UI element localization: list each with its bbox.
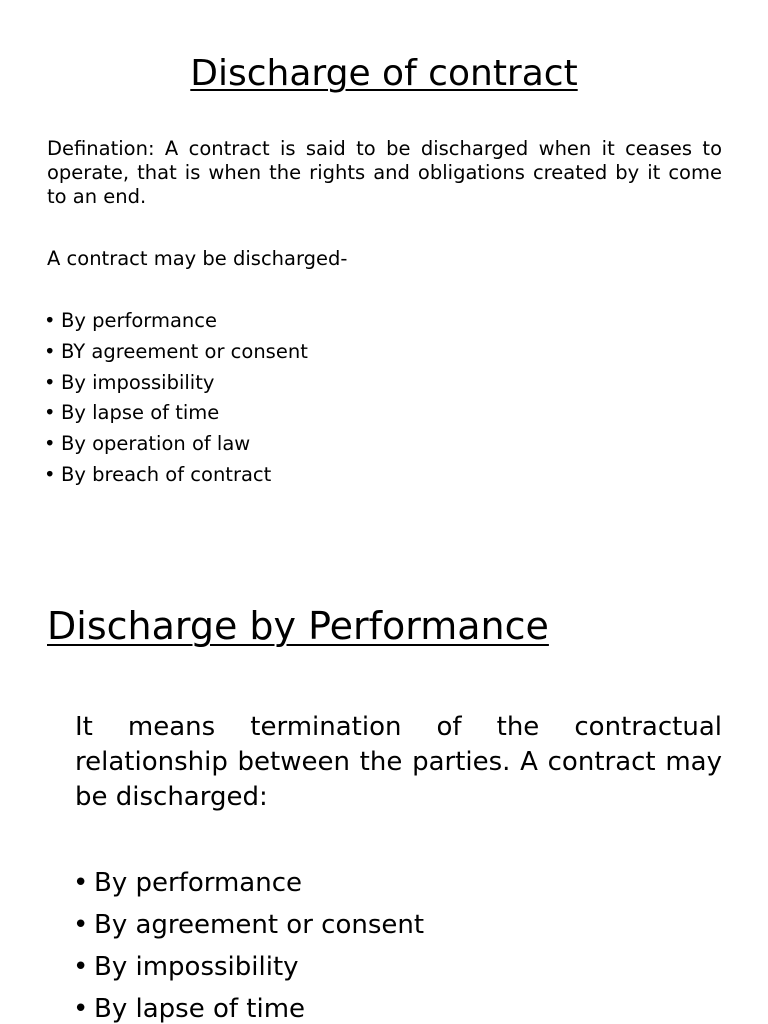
discharge-methods-list: [73, 864, 424, 1024]
bullet-icon: •: [73, 868, 89, 898]
list-item: [73, 864, 424, 906]
list-item: [44, 431, 308, 462]
bullet-icon: •: [73, 994, 89, 1024]
list-item: [44, 400, 308, 431]
list-item: [44, 370, 308, 401]
list-item-label: By agreement or consent: [94, 910, 425, 940]
definition-paragraph: Defination: A contract is said to be discharged when it ceases to operate, that is when the rights and obligations created by it come to an end.: [47, 137, 722, 208]
bullet-icon: •: [44, 309, 56, 332]
slide-title: Discharge by Performance: [47, 604, 549, 648]
bullet-icon: •: [44, 401, 56, 425]
bullet-icon: •: [44, 339, 56, 363]
list-item-label: By lapse of time: [94, 994, 306, 1024]
list-item-label: By operation of law: [61, 432, 251, 456]
list-item-label: By performance: [94, 868, 302, 898]
list-item-label: By impossibility: [94, 952, 299, 982]
discharge-methods-list: [44, 308, 308, 493]
list-item-label: BY agreement or consent: [61, 339, 308, 363]
list-item-label: By breach of contract: [61, 462, 272, 486]
list-item: [44, 339, 308, 370]
list-item: [73, 906, 424, 948]
list-item-label: By impossibility: [61, 370, 215, 394]
list-item-label: By performance: [61, 309, 217, 332]
slide-title: Discharge of contract: [190, 53, 578, 94]
bullet-icon: •: [44, 370, 56, 394]
list-item-label: By lapse of time: [61, 401, 220, 425]
bullet-icon: •: [44, 462, 56, 486]
bullet-icon: •: [73, 910, 89, 940]
bullet-icon: •: [44, 432, 56, 456]
intro-paragraph: It means termination of the contractual relationship between the parties. A contract may be discharged:: [75, 712, 722, 812]
list-item: [44, 308, 308, 339]
list-item: [73, 990, 424, 1024]
slide-discharge-by-performance: [0, 580, 768, 1024]
list-item: [73, 948, 424, 990]
bullet-icon: •: [73, 952, 89, 982]
list-lead-text: A contract may be discharged-: [47, 247, 348, 270]
list-item: [44, 462, 308, 493]
